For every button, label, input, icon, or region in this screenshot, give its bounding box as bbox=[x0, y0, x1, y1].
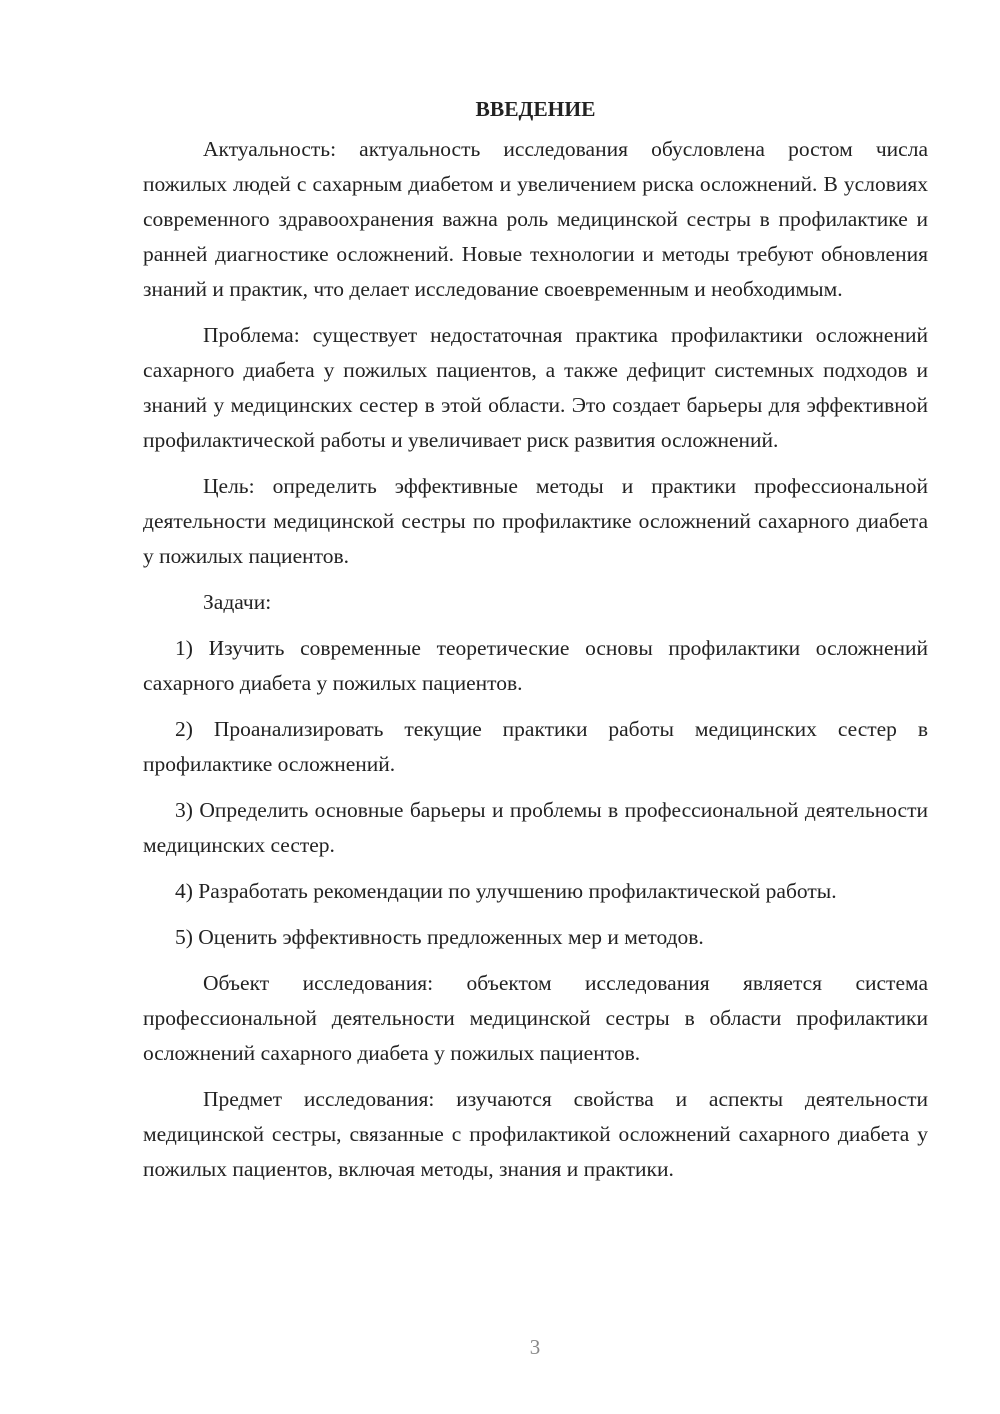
problem-paragraph: Проблема: существует недостаточная практика профилактики осложнений сахарного диабета у пожилых пациентов, а также дефицит системных подходов и знаний у медицинских сестер в этой области. Это создает барьеры для эффективной профилактической работы и увеличивает риск развития осложнений. bbox=[143, 323, 928, 452]
page-number: 3 bbox=[529, 1335, 541, 1359]
list-item: 4) Разработать рекомендации по улучшению профилактической работы. bbox=[175, 879, 837, 903]
list-item: 3) Определить основные барьеры и проблемы в профессиональной деятельности медицинских сестер. bbox=[143, 798, 928, 857]
list-item: 2) Проанализировать текущие практики работы медицинских сестер в профилактике осложнений. bbox=[143, 717, 928, 776]
section-title: ВВЕДЕНИЕ bbox=[475, 97, 596, 121]
list-item: 1) Изучить современные теоретические основы профилактики осложнений сахарного диабета у пожилых пациентов. bbox=[143, 636, 928, 695]
object-paragraph: Объект исследования: объектом исследования является система профессиональной деятельности медицинской сестры в области профилактики осложнений сахарного диабета у пожилых пациентов. bbox=[143, 971, 928, 1065]
list-item: 5) Оценить эффективность предложенных мер и методов. bbox=[175, 925, 704, 949]
subject-paragraph: Предмет исследования: изучаются свойства и аспекты деятельности медицинской сестры, связанные с профилактикой осложнений сахарного диабета у пожилых пациентов, включая методы, знания и практики. bbox=[143, 1087, 928, 1181]
goal-paragraph: Цель: определить эффективные методы и практики профессиональной деятельности медицинской сестры по профилактике осложнений сахарного диабета у пожилых пациентов. bbox=[143, 474, 928, 568]
document-page bbox=[143, 92, 928, 1198]
relevance-paragraph: Актуальность: актуальность исследования обусловлена ростом числа пожилых людей с сахарным диабетом и увеличением риска осложнений. В условиях современного здравоохранения важна роль медицинской сестры в профилактике и ранней диагностике осложнений. Новые технологии и методы требуют обновления знаний и практик, что делает исследование своевременным и необходимым. bbox=[143, 137, 928, 301]
tasks-heading: Задачи: bbox=[203, 590, 272, 614]
